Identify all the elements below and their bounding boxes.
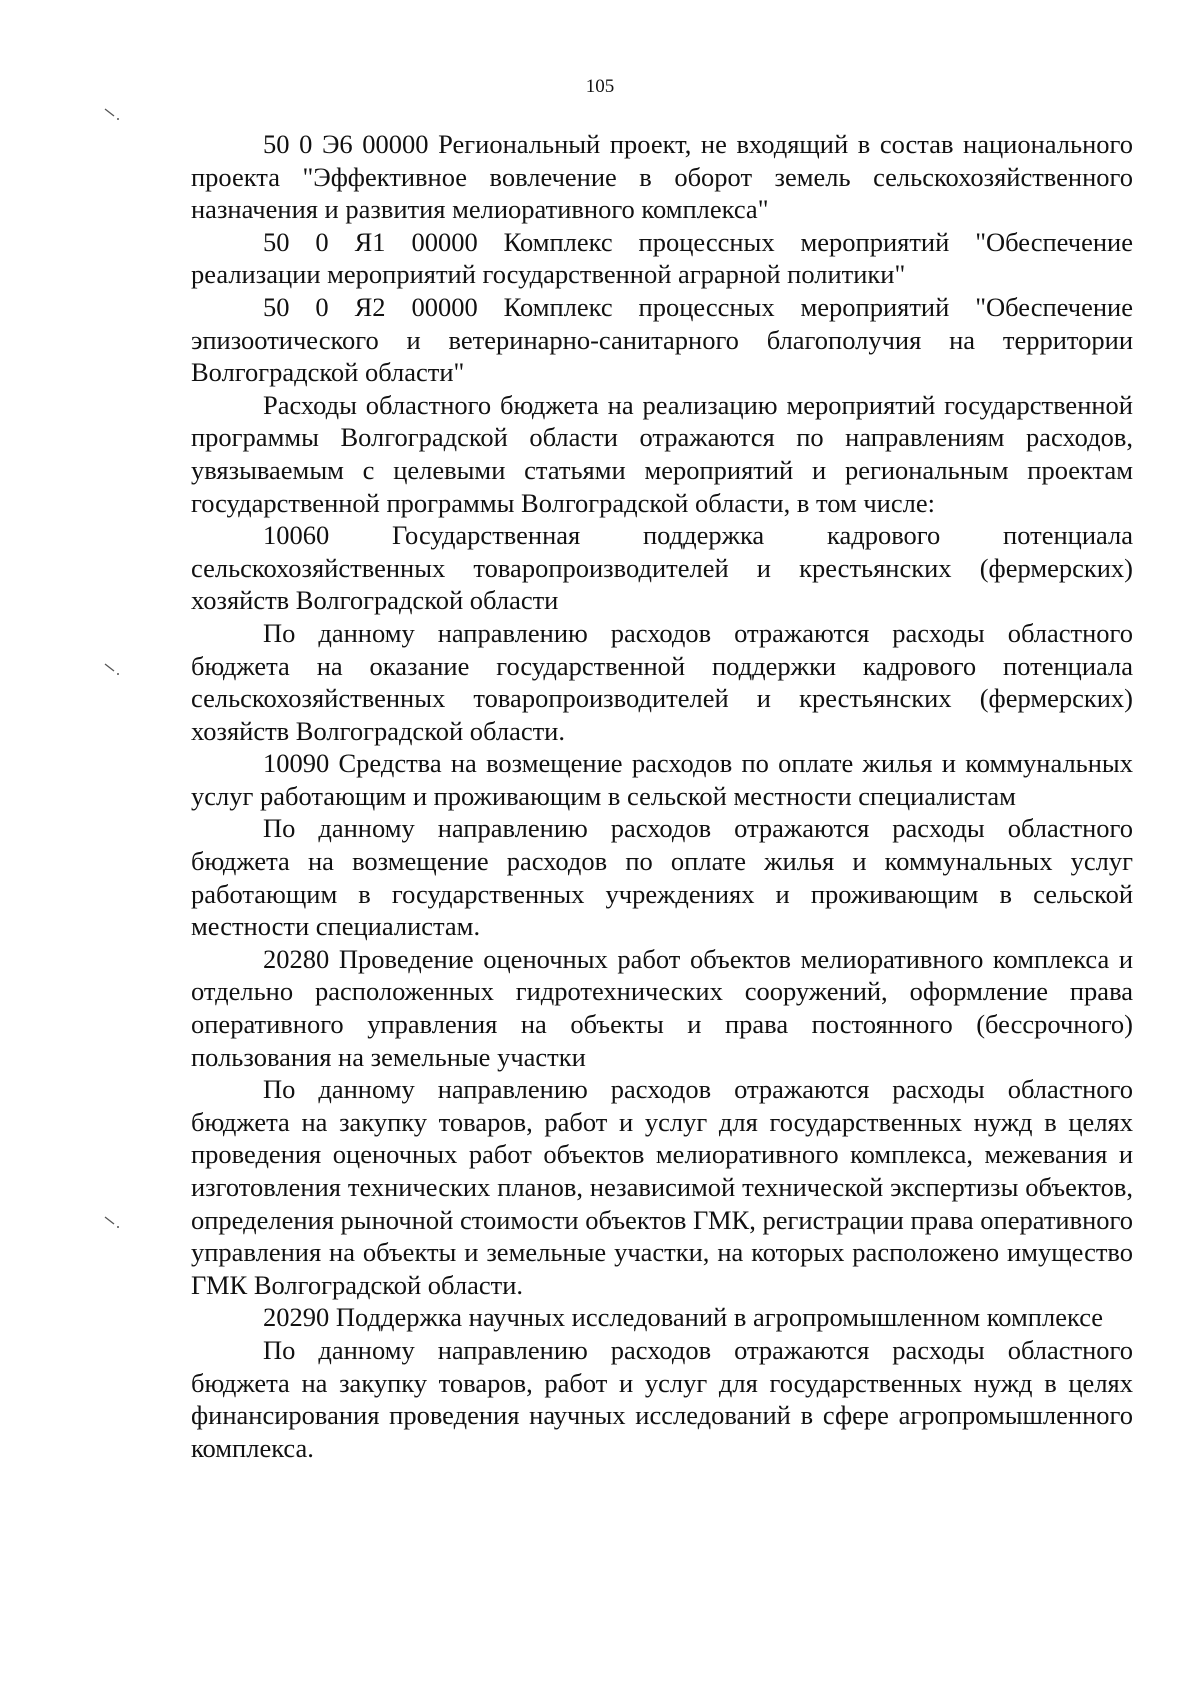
scan-artifact-mark-icon: [104, 108, 122, 122]
paragraph-direction-20280: 20280 Проведение оценочных работ объектов мелиоративного комплекса и отдельно расположенных гидротехнических сооружений, оформление права оперативного управления на объекты и права постоянного (бессрочного) пользования на земельные участки: [191, 943, 1133, 1072]
paragraph-direction-10060-description: По данному направлению расходов отражаются расходы областного бюджета на оказание государственной поддержки кадрового потенциала сельскохозяйственных товаропроизводителей и крестьянских (фермерских) хозяйств Волгоградской области.: [191, 617, 1133, 746]
paragraph-target-article-e6: 50 0 Э6 00000 Региональный проект, не входящий в состав национального проекта "Эффективное вовлечение в оборот земель сельскохозяйственного назначения и развития мелиоративного комплекса": [191, 129, 1133, 225]
paragraph-target-article-ya2: 50 0 Я2 00000 Комплекс процессных мероприятий "Обеспечение эпизоотического и ветеринарно-санитарного благополучия на территории Волгоградской области": [191, 291, 1133, 388]
paragraph-direction-20290-description: По данному направлению расходов отражаются расходы областного бюджета на закупку товаров, работ и услуг для государственных нужд в целях финансирования проведения научных исследований в сфере агропромышленного комплекса.: [191, 1334, 1133, 1463]
paragraph-target-article-ya1: 50 0 Я1 00000 Комплекс процессных мероприятий "Обеспечение реализации мероприятий государственной аграрной политики": [191, 226, 1133, 290]
paragraph-direction-10090: 10090 Средства на возмещение расходов по оплате жилья и коммунальных услуг работающим и проживающим в сельской местности специалистам: [191, 748, 1133, 811]
paragraph-direction-10060: 10060 Государственная поддержка кадрового потенциала сельскохозяйственных товаропроизводителей и крестьянских (фермерских) хозяйств Волгоградской области: [191, 520, 1133, 616]
paragraph-direction-20280-description: По данному направлению расходов отражаются расходы областного бюджета на закупку товаров, работ и услуг для государственных нужд в целях проведения оценочных работ объектов мелиоративного комплекса, межевания и изготовления технических планов, независимой технической экспертизы объектов, определения рыночной стоимости объектов ГМК, регистрации права оперативного управления на объекты и земельные участки, на которых расположено имущество ГМК Волгоградской области.: [191, 1074, 1133, 1300]
scan-artifact-mark-icon: [104, 1216, 122, 1230]
paragraph-expenditure-intro: Расходы областного бюджета на реализацию мероприятий государственной программы Волгоградской области отражаются по направлениям расходов, увязываемым с целевыми статьями мероприятий и региональным проектам государственной программы Волгоградской области, в том числе:: [191, 389, 1133, 518]
paragraph-direction-20290: 20290 Поддержка научных исследований в агропромышленном комплексе: [263, 1302, 1104, 1333]
scan-artifact-mark-icon: [104, 663, 122, 677]
paragraph-direction-10090-description: По данному направлению расходов отражаются расходы областного бюджета на возмещение расходов по оплате жилья и коммунальных услуг работающим в государственных учреждениях и проживающим в сельской местности специалистам.: [191, 813, 1133, 942]
page-number: 105: [585, 76, 615, 97]
document-body: [191, 128, 1133, 1464]
